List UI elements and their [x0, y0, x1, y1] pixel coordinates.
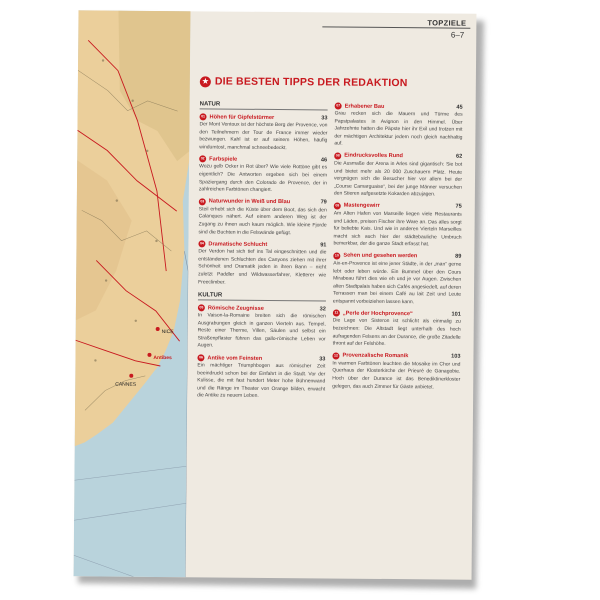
map-panel: [74, 10, 191, 577]
tip-text: Der Mont Ventoux ist der höchste Berg der Provence, von den Teilnehmern der Tour de France immer wieder bezwungen. Kahl ist er auf seinem Höhen, häufig windumtost, manchmal schneebedeckt.: [199, 121, 328, 151]
tip-heading: [199, 198, 327, 206]
tip-title: Farbspiele: [209, 156, 238, 163]
tip-text: Am Alten Hafen von Marseille liegen viele Restaurants und Läden, preisen Fischer ihre Ware an. Das alles sorgt für beliebte Kais. Und wie in anderen Vierteln Marseilles macht sich auch hier der städtebauliche Umbruch bemerkbar, der die ganze Stadt erfasst hat.: [333, 210, 462, 248]
tip-item: [332, 352, 460, 391]
map-label-nice: NICE: [161, 329, 174, 336]
tip-text: Aix-en-Provence ist eine jener Städte, in der „man“ gerne lebt oder leben würde. Ein Bummel über den Cours Mirabeau führt dies wie eh und je vor Augen. Zwischen alten Stadtpalais haben sich Cafés angesiedelt, auf deren Terrassen man bei einem Café au lait Zeit und Leute entspannt vorbeiziehen lassen kann.: [332, 260, 462, 306]
tip-text: Der Verdon hat sich tief ins Tal eingeschnitten und die entstandenen Schluchten des Canyons ziehen mit ihrer Schönheit und Dramatik jeden in ihren Bann – nicht zuletzt Paddler und Wildwasserfahrer, Kletterer wie Freeclimber.: [198, 248, 327, 286]
section-label-kultur: KULTUR: [198, 292, 326, 301]
tip-title: Eindrucksvolles Rund: [344, 153, 403, 160]
tip-page-number: 45: [456, 104, 463, 111]
tip-heading: [198, 304, 326, 312]
tip-heading: [199, 156, 327, 164]
book-page: [74, 10, 477, 579]
tip-title: Mastengewirr: [343, 203, 380, 210]
tip-title: Erhabener Bau: [344, 103, 385, 110]
tip-item: [199, 156, 327, 195]
tip-item: [334, 103, 462, 150]
tip-text: Wozu gelb Ocker in Rot über? Wie viele Rottöne gibt es eigentlich? Die Antworten ergeben sich bei einem Spaziergang durch den Colorado de Provence, der in zahlreichen Farbtönen changiert.: [198, 163, 328, 194]
page-title: [200, 75, 408, 89]
tip-page-number: 46: [320, 157, 328, 164]
page-numbers: 6–7: [450, 30, 465, 40]
tip-heading: [198, 240, 326, 248]
tip-page-number: 91: [320, 242, 327, 249]
tip-number-badge: 03: [199, 198, 206, 205]
tip-heading: [334, 152, 462, 160]
tip-number-badge: 01: [200, 113, 207, 120]
tip-heading: [200, 113, 328, 121]
page-title-text: DIE BESTEN TIPPS DER REDAKTION: [214, 75, 408, 90]
tip-title: „Perle der Hochprovence“: [342, 310, 413, 318]
tip-item: [198, 304, 326, 351]
tip-number-badge: 11: [333, 310, 340, 317]
tip-page-number: 75: [455, 204, 462, 211]
star-icon: ★: [200, 76, 211, 87]
tip-heading: [197, 354, 325, 362]
tip-title: Antike vom Feinsten: [207, 354, 263, 362]
tip-item: [199, 198, 327, 237]
tip-title: Sehen und gesehen werden: [343, 253, 418, 260]
tip-heading: [335, 103, 463, 111]
tip-page-number: 33: [321, 114, 328, 121]
right-column: [332, 103, 463, 396]
tip-number-badge: 12: [332, 352, 339, 359]
tip-heading: [334, 202, 462, 210]
tip-item: [198, 240, 326, 287]
tip-title: Höhen für Gipfelstürmer: [209, 113, 275, 121]
tip-item: [334, 152, 462, 199]
tip-text: In warmen Farbtönen leuchten die Mosaike im Chor und Querhaus der Klosterkirche der Prieuré de Ganagobie. Hoch über der Durance ist das Benediktinerkloster gelegen, das auch Zimmer für Gäste anbietet.: [332, 360, 461, 391]
tip-item: [199, 113, 327, 152]
tip-page-number: 103: [451, 353, 461, 360]
tip-item: [333, 252, 461, 307]
tip-text: In Vaison-la-Romaine breiten sich die römischen Ausgrabungen gleich in ganzen Vierteln aus. Tempel, Reste einer Therme, Villen, Säulen und selbst ein Straßenpflaster führen das gallo-römische Leben vor Augen.: [197, 312, 326, 349]
tip-heading: [332, 352, 460, 360]
tip-number-badge: 06: [197, 354, 204, 361]
tip-title: Naturwunder in Weiß und Blau: [208, 198, 291, 206]
tip-item: [333, 202, 461, 249]
tip-item: [197, 354, 325, 401]
tip-page-number: 79: [320, 199, 327, 206]
section-header: TOPZIELE: [427, 18, 467, 28]
tip-number-badge: 07: [335, 103, 342, 110]
section-label-natur: NATUR: [200, 101, 328, 110]
tip-title: Dramatische Schlucht: [208, 241, 268, 248]
tips-content: [186, 11, 477, 579]
tip-number-badge: 09: [334, 202, 341, 209]
tip-number-badge: 08: [334, 152, 341, 159]
tip-text: Steil erhebt sich die Küste über dem Boot, das sich den Calanques nähert. Auf einem anderen Weg ist der Zugang zu ihnen auch kaum möglich. Wie kleine Fjorde sind die Buchten in die Felswände gefügt.: [198, 206, 327, 236]
tip-number-badge: 02: [199, 156, 206, 163]
tip-number-badge: 10: [333, 252, 340, 259]
tip-number-badge: 05: [198, 304, 205, 311]
map-label-antibes: Antibes: [153, 354, 172, 362]
tip-heading: [333, 310, 461, 318]
tip-text: Ein mächtiger Triumphbogen aus römischer Zeit beeindruckt schon bei der Einfahrt in die Stadt. Vor der Kulisse, die mit fast hundert Meter hohe Bühnenwand und die Ränge im Theater von Orange bilden, erwacht die Antike zu neuem Leben.: [197, 362, 326, 400]
tip-text: Grau recken sich die Mauern und Türme des Papstpalastes in Avignon in den Himmel. Über Jahrzehnte hatten die Päpste hier ihr Exil und trotzen mit der mächtigen Architektur jedem noch gleich nachhaltig auf.: [334, 110, 463, 147]
tip-title: Römische Zeugnisse: [207, 305, 264, 312]
map-label-cannes: CANNES: [115, 381, 137, 388]
left-column: [197, 101, 328, 405]
tip-page-number: 62: [455, 154, 463, 161]
tip-page-number: 33: [319, 355, 326, 363]
tip-page-number: 89: [455, 253, 462, 261]
tip-title: Provenzalische Romanik: [342, 352, 409, 360]
tip-page-number: 32: [319, 305, 326, 313]
tip-page-number: 101: [451, 311, 461, 318]
tip-number-badge: 04: [198, 240, 205, 247]
tip-heading: [333, 252, 461, 260]
tip-text: Die Ausmaße der Arena in Arles sind gigantisch: Sie bot und bietet mehr als 20 000 Zuschauern Platz. Heute vergnügen sich die Besucher hier vor allem bei der „Course Camarguaise“, bei der junge Männer versuchen den Stieren aufgesetzte Kokarden abzujagen.: [333, 160, 463, 198]
tip-text: Die Lage von Sisteron ist schlicht als einmalig zu bezeichnen: Die Altstadt liegt unterhalb des hoch aufragenden Felsens an der Durance, die große Zitadelle thront auf der Felshöhe.: [332, 317, 461, 348]
tip-item: [333, 310, 461, 349]
map-illustration: [74, 10, 191, 577]
